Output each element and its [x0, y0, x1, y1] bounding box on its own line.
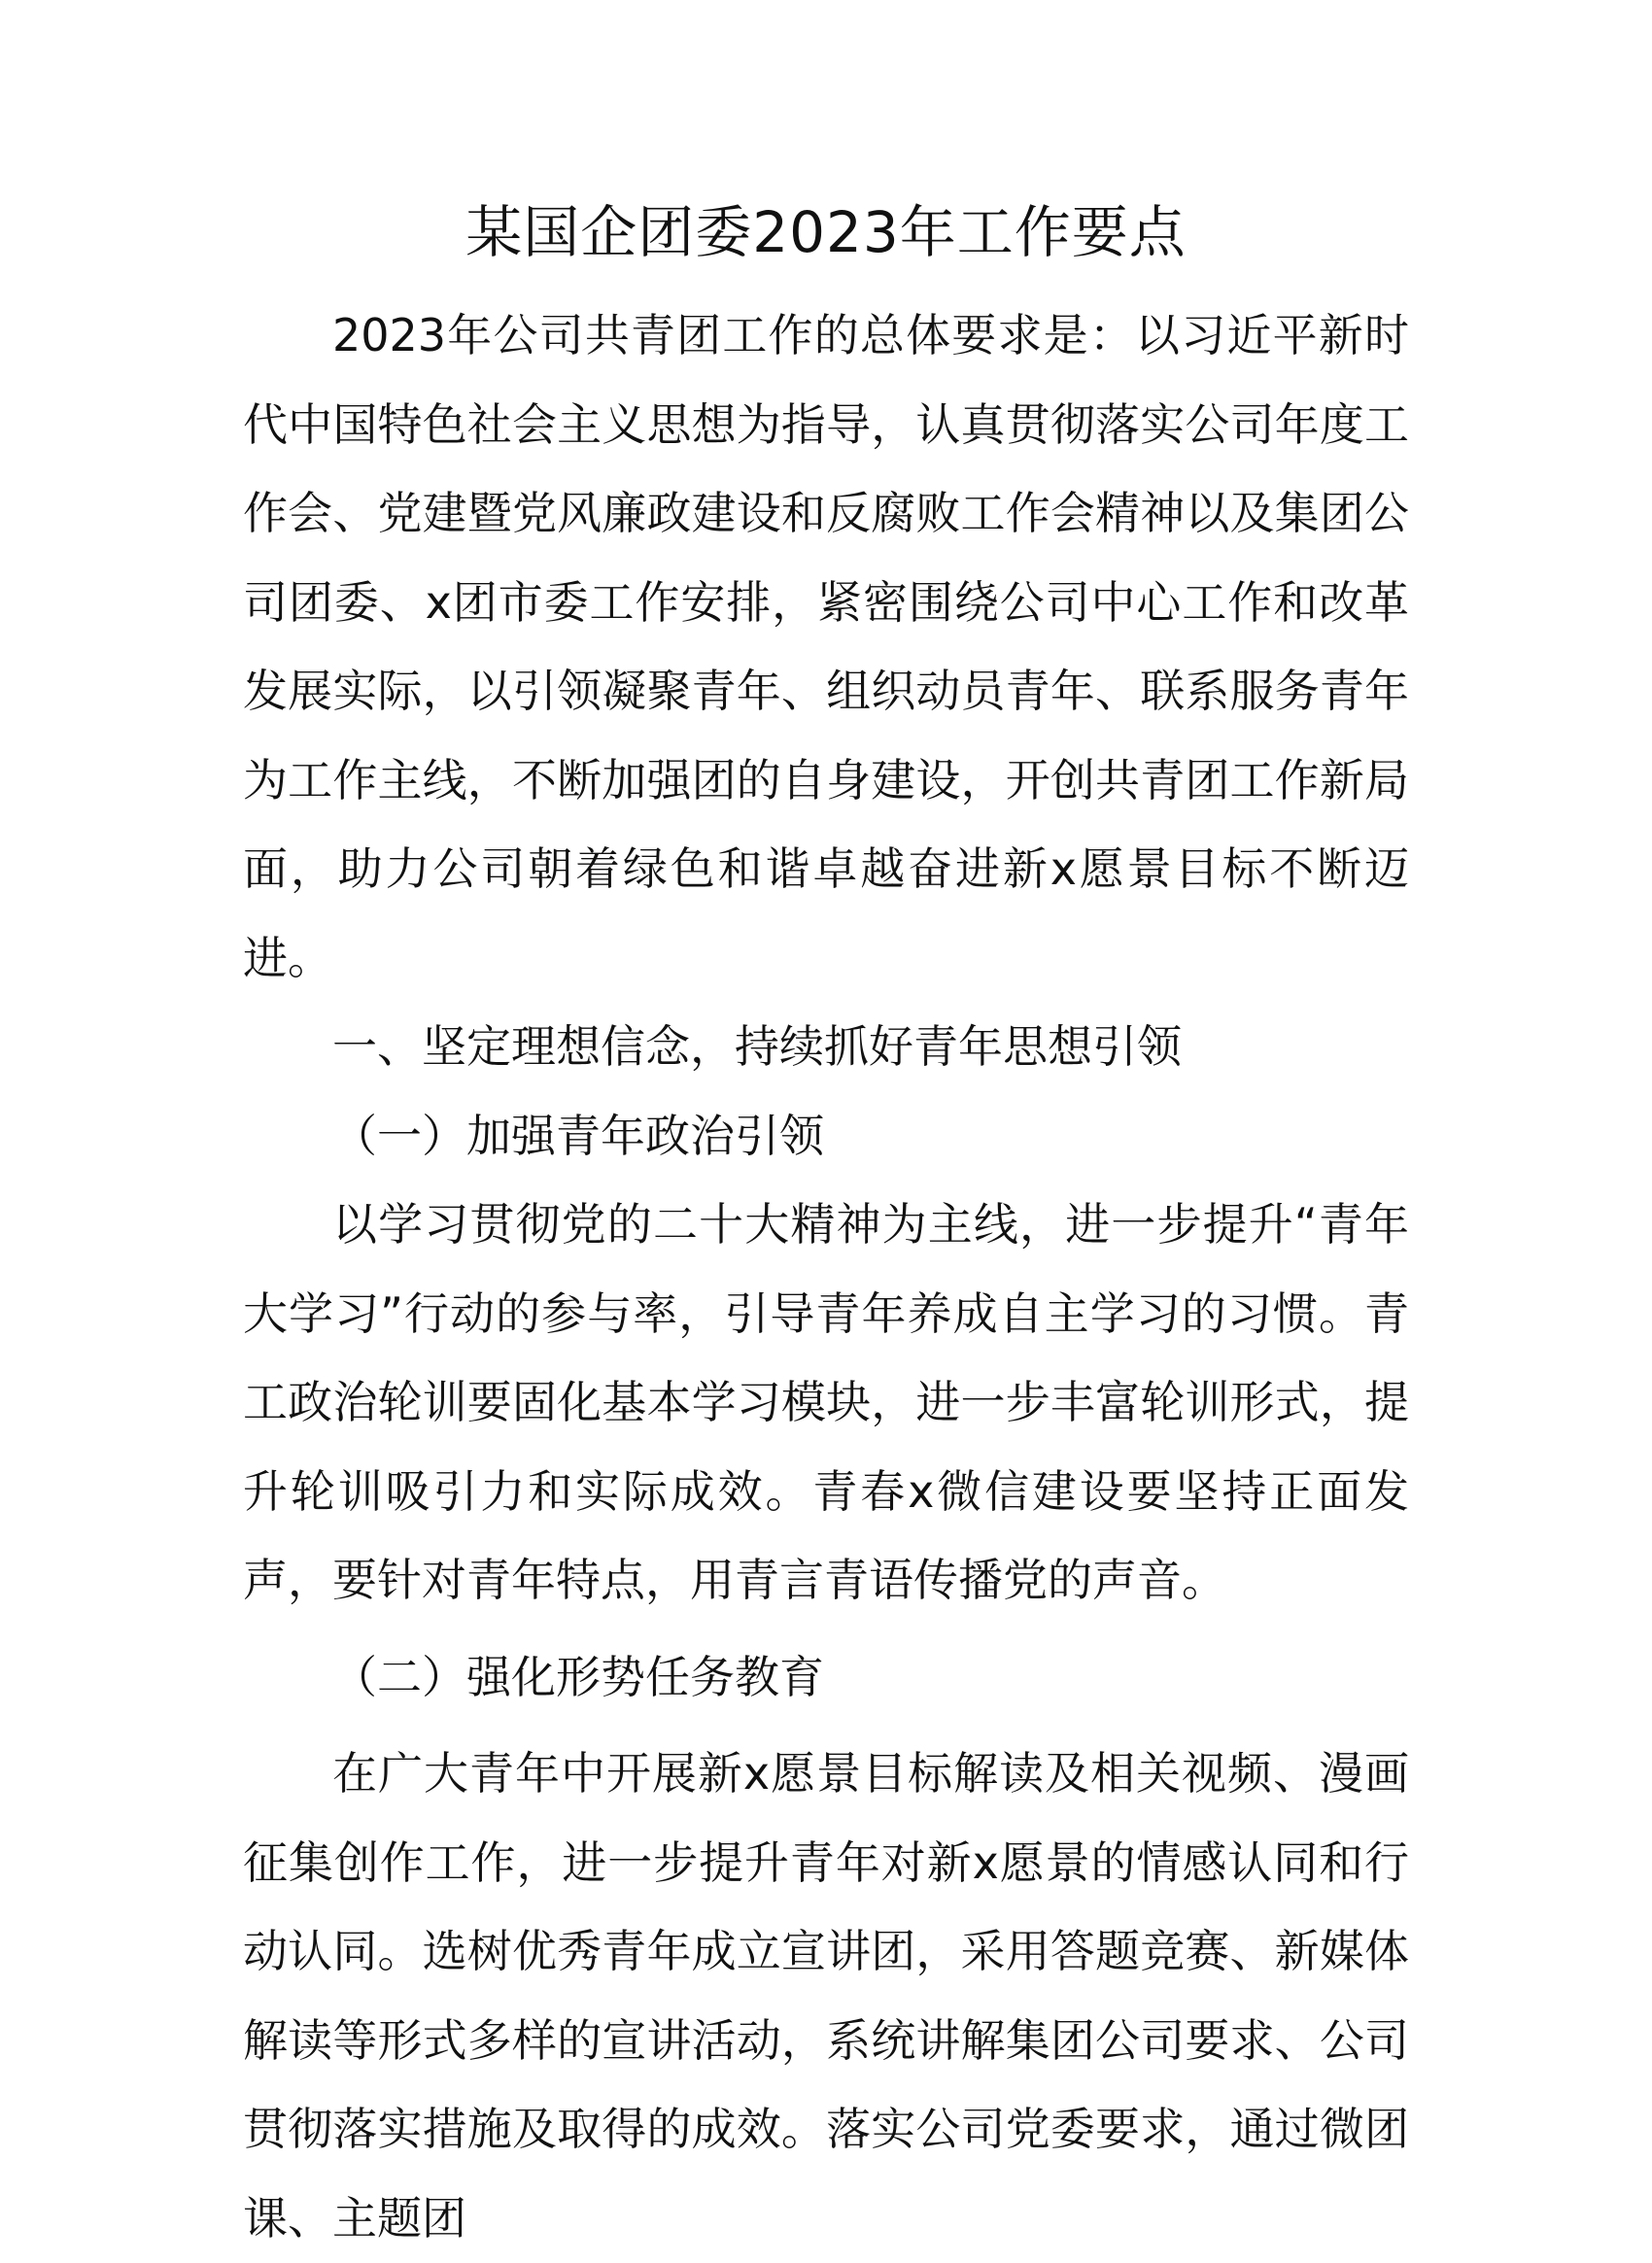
paragraph-gap — [243, 1626, 1409, 1633]
paragraph-gap — [243, 1722, 1409, 1730]
subsection-1-paragraph: 以学习贯彻党的二十大精神为主线，进一步提升“青年大学习”行动的参与率，引导青年养成自主学习的习惯。青工政治轮训要固化基本学习模块，进一步丰富轮训形式，提升轮训吸引力和实际成效。青春x微信建设要坚持正面发声，要针对青年特点，用青言青语传播党的声音。 — [243, 1198, 1409, 1606]
subsection-heading-2: （二）强化形势任务教育 — [332, 1650, 824, 1703]
subsection-2-paragraph: 在广大青年中开展新x愿景目标解读及相关视频、漫画征集创作工作，进一步提升青年对新x愿景的情感认同和行动认同。选树优秀青年成立宣讲团，采用答题竞赛、新媒体解读等形式多样的宣讲活动，系统讲解集团公司要求、公司贯彻落实措施及取得的成效。落实公司党委要求，通过微团课、主题团 — [243, 1747, 1409, 2245]
document-body — [243, 291, 1409, 2263]
document-title: 某国企团委2023年工作要点 — [465, 199, 1187, 265]
section-heading-1: 一、坚定理想信念，持续抓好青年思想引领 — [332, 1020, 1182, 1073]
intro-paragraph: 2023年公司共青团工作的总体要求是：以习近平新时代中国特色社会主义思想为指导，认真贯彻落实公司年度工作会、党建暨党风廉政建设和反腐败工作会精神以及集团公司团委、x团市委工作安排，紧密围绕公司中心工作和改革发展实际，以引领凝聚青年、组织动员青年、联系服务青年为工作主线，不断加强团的自身建设，开创共青团工作新局面，助力公司朝着绿色和谐卓越奋进新x愿景目标不断迈进。 — [243, 309, 1409, 984]
subsection-heading-1: （一）加强青年政治引领 — [332, 1109, 824, 1162]
